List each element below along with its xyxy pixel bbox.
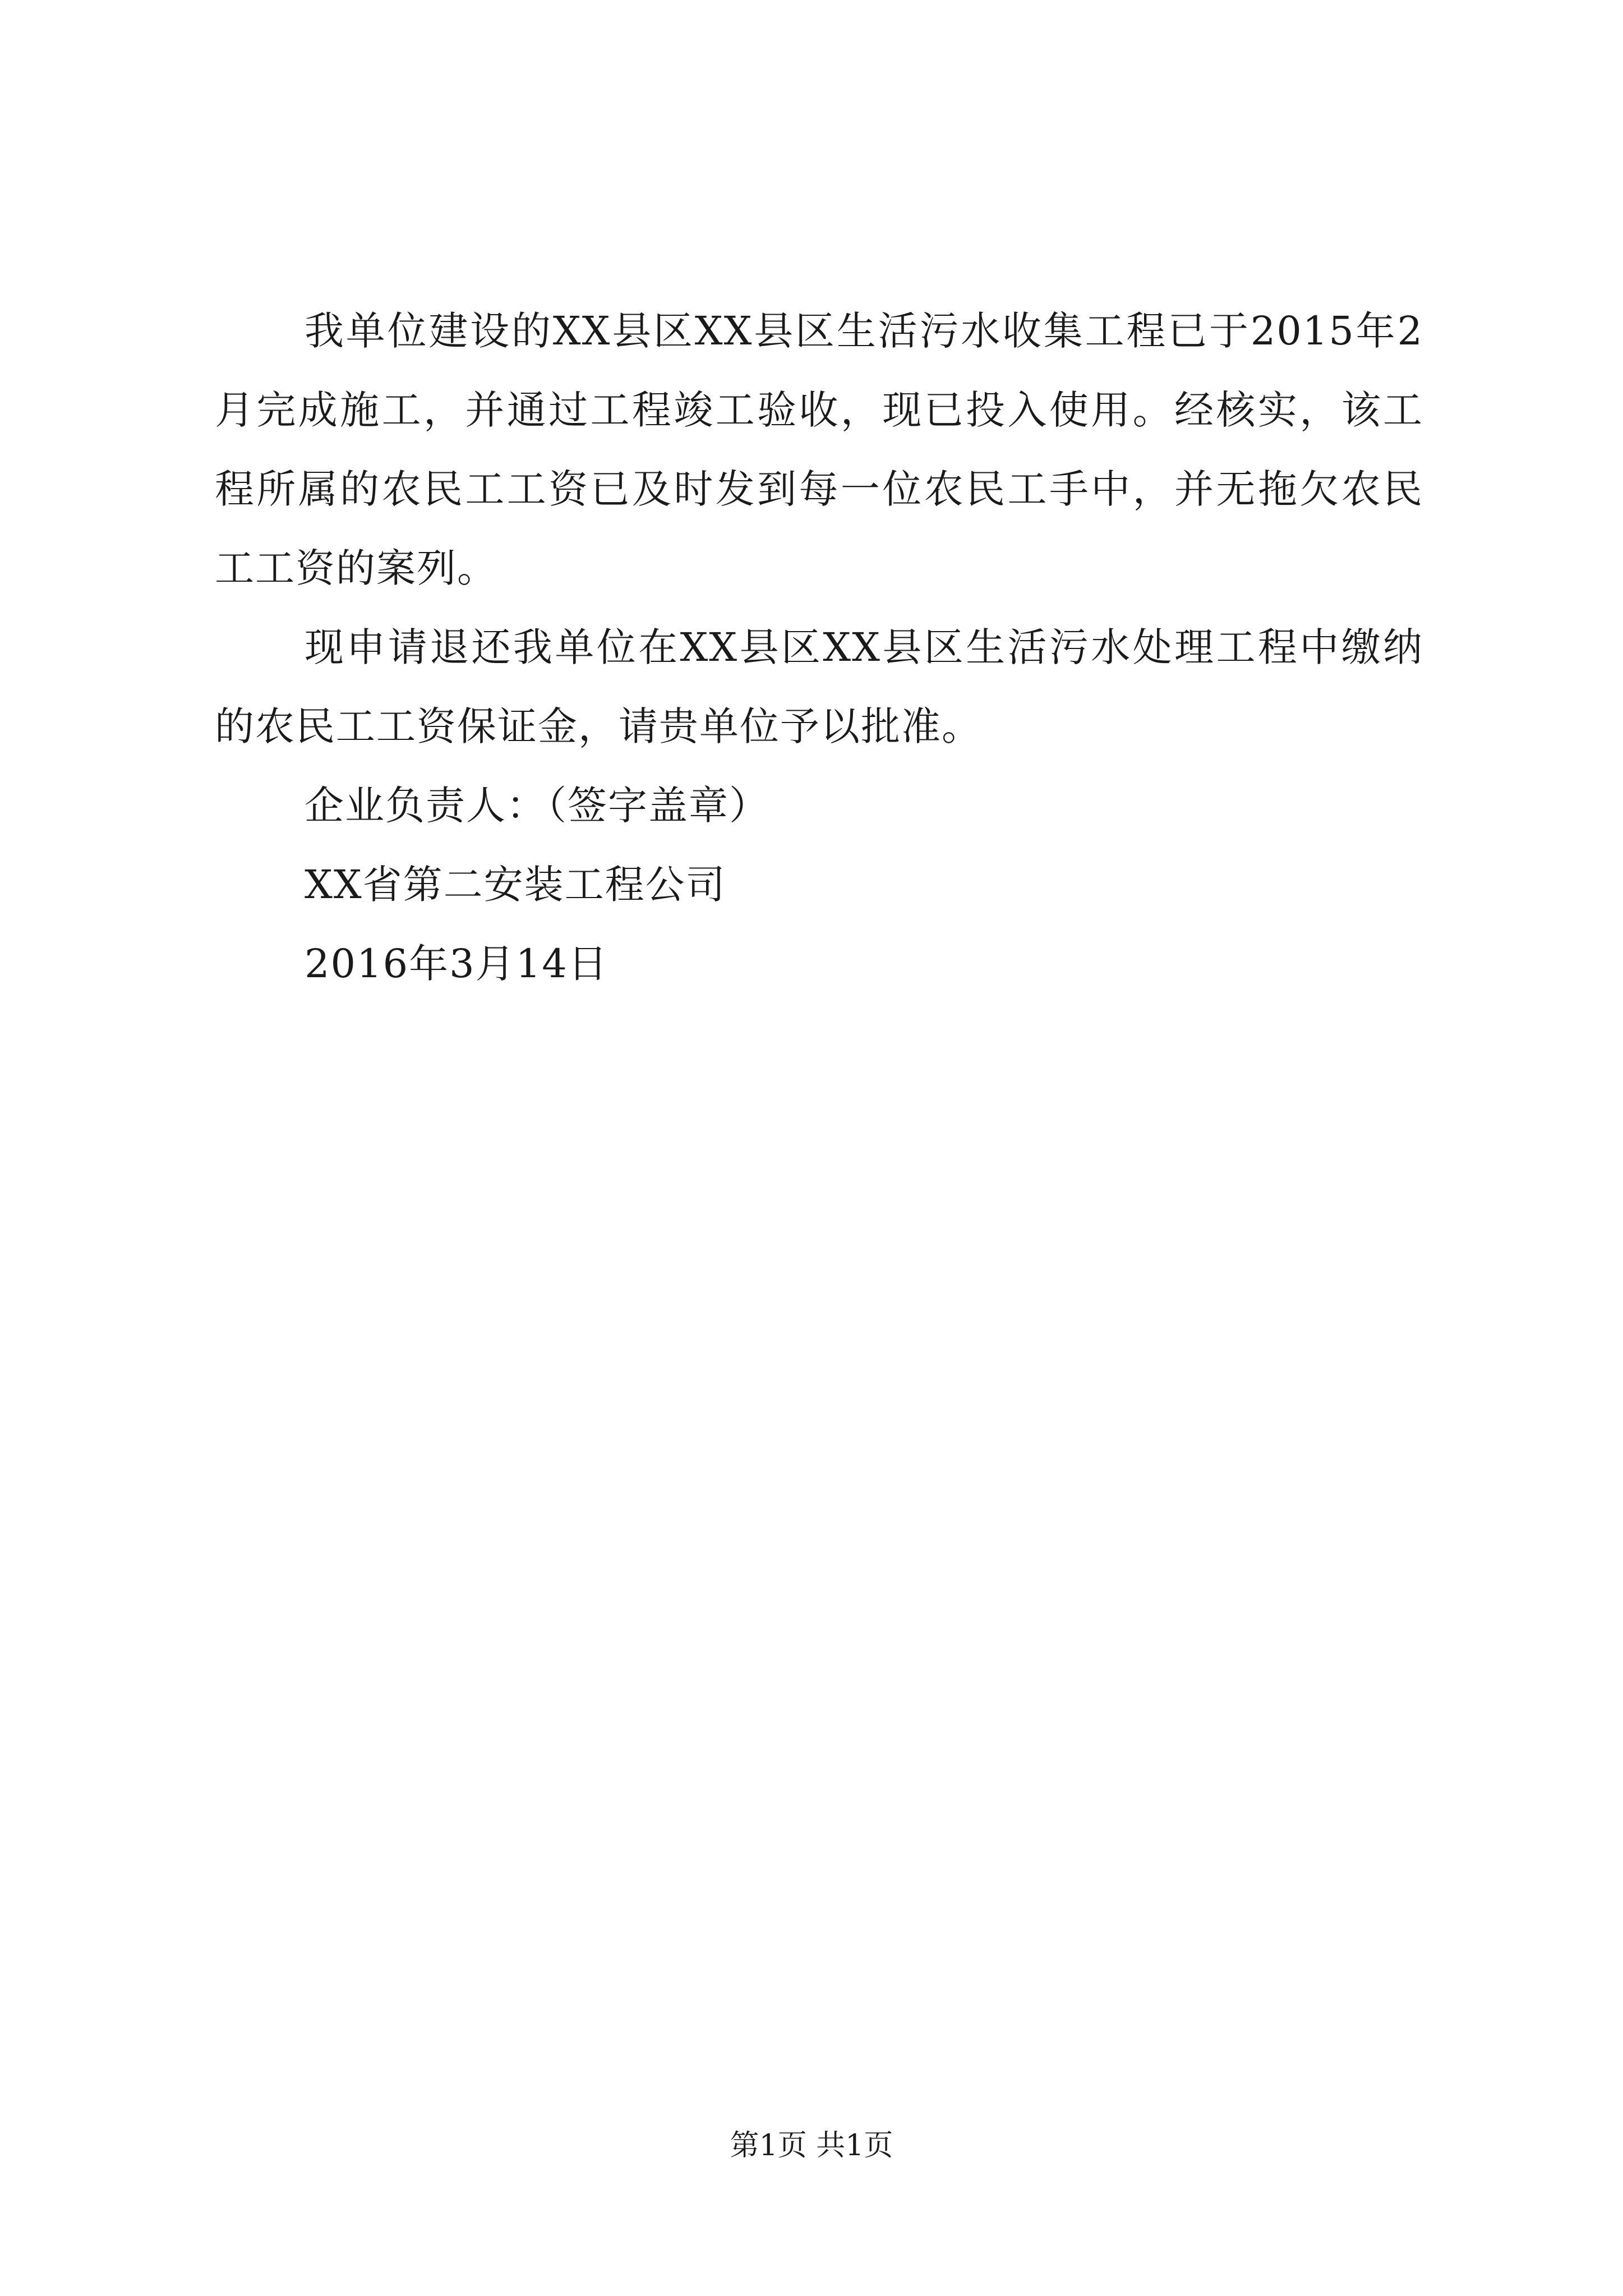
document-date: 2016年3月14日 <box>305 941 608 987</box>
company-name: XX省第二安装工程公司 <box>305 862 726 908</box>
document-body <box>215 292 1423 1004</box>
page-footer <box>0 2126 1623 2165</box>
paragraph-completion-statement: 我单位建设的XX县区XX县区生活污水收集工程已于2015年2月完成施工，并通过工程竣工验收，现已投入使用。经核实，该工程所属的农民工工资已及时发到每一位农民工手中，并无拖欠农民工工资的案列。 <box>215 308 1423 591</box>
signature-line: 企业负责人：（签字盖章） <box>305 783 769 829</box>
paragraph-refund-request: 现申请退还我单位在XX县区XX县区生活污水处理工程中缴纳的农民工工资保证金，请贵单位予以批准。 <box>215 624 1423 749</box>
page-number: 第1页 共1页 <box>730 2129 893 2162</box>
